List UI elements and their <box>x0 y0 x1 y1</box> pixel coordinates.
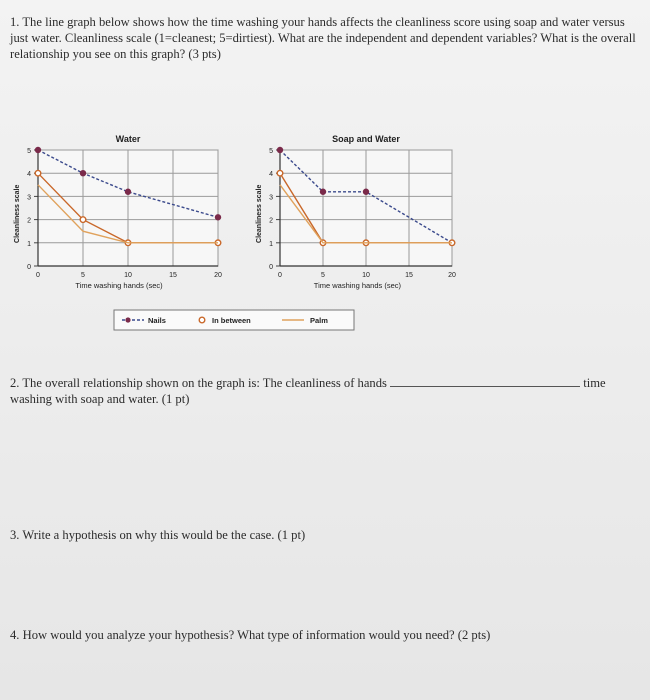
answer-blank[interactable] <box>390 375 580 387</box>
question-2 <box>10 375 642 407</box>
chart-2-title: Soap and Water <box>332 134 400 144</box>
question-2-text-end: time washing with soap and water. (1 pt) <box>10 376 606 406</box>
chart-1-between-point <box>35 170 41 176</box>
chart-1-y-tick-label: 5 <box>27 148 31 155</box>
chart-2-y-tick-label: 0 <box>269 264 273 271</box>
chart-2-x-tick-label: 5 <box>321 272 325 279</box>
chart-1-y-tick-label: 1 <box>27 240 31 248</box>
question-1: 1. The line graph below shows how the time washing your hands affects the cleanliness score using soap and water versus just water. Cleanliness scale (1=cleanest; 5=dirtiest). What are the independent and dependent variables? What is the overall relationship you see on this graph? (3 pts) <box>10 15 636 61</box>
legend-nails-marker <box>125 317 130 322</box>
chart-1-y-tick-label: 2 <box>27 217 31 225</box>
chart-2-x-tick-label: 10 <box>362 272 370 279</box>
chart-1-nails-point <box>35 147 41 153</box>
chart-2-y-tick-label: 5 <box>269 148 273 155</box>
chart-1-x-tick-label: 0 <box>36 272 40 279</box>
legend-palm-label: Palm <box>310 316 328 325</box>
chart-2-x-tick-label: 20 <box>448 272 456 279</box>
chart-1-y-tick-label: 3 <box>27 194 31 202</box>
chart-2-nails-point <box>277 147 283 153</box>
chart-1-nails-point <box>125 189 131 195</box>
chart-2-y-label: Cleanliness scale <box>256 184 263 243</box>
legend-nails-label: Nails <box>148 316 166 325</box>
chart-2-y-tick-label: 2 <box>269 217 273 225</box>
chart-2-y-tick-label: 3 <box>269 194 273 202</box>
chart-1-x-tick-label: 15 <box>169 272 177 279</box>
chart-2-nails-point <box>363 189 369 195</box>
chart-2-nails-point <box>320 189 326 195</box>
charts-svg <box>0 120 650 350</box>
chart-2-y-tick-label: 4 <box>269 171 273 179</box>
chart-2-x-label: Time washing hands (sec) <box>313 281 402 290</box>
chart-2-between-point <box>277 170 283 176</box>
chart-1-y-label: Cleanliness scale <box>14 184 21 243</box>
chart-2-x-tick-label: 15 <box>405 272 413 279</box>
chart-1-nails-point <box>80 170 86 176</box>
chart-1-y-tick-label: 0 <box>27 264 31 271</box>
chart-1-y-tick-label: 4 <box>27 171 31 179</box>
chart-2-y-tick-label: 1 <box>269 240 273 248</box>
question-2-text-start: 2. The overall relationship shown on the graph is: The cleanliness of hands <box>10 376 387 390</box>
chart-1-nails-point <box>215 214 221 220</box>
chart-1-x-tick-label: 10 <box>124 272 132 279</box>
chart-1-x-label: Time washing hands (sec) <box>75 281 163 290</box>
question-3: 3. Write a hypothesis on why this would be the case. (1 pt) <box>10 528 306 542</box>
legend-between-marker <box>199 317 205 323</box>
chart-1-between-point <box>80 217 86 223</box>
question-4: 4. How would you analyze your hypothesis? What type of information would you need? (2 pts) <box>10 628 491 642</box>
chart-2-x-tick-label: 0 <box>278 272 282 279</box>
chart-1-title: Water <box>115 134 141 144</box>
chart-1-x-tick-label: 5 <box>81 272 85 279</box>
chart-area <box>0 120 650 350</box>
chart-1-x-tick-label: 20 <box>214 272 222 279</box>
legend-between-label: In between <box>212 316 251 325</box>
